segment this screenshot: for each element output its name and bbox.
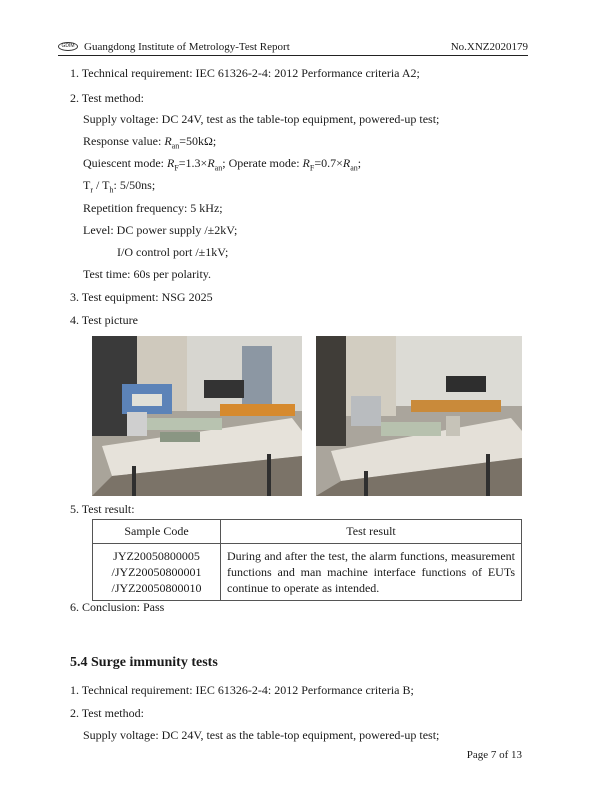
sample-code-cell xyxy=(93,544,221,601)
header-left xyxy=(58,41,290,53)
requirement-line: 1. Technical requirement: IEC 61326-2-4: 2012 Performance criteria A2; xyxy=(70,66,420,80)
table-row xyxy=(93,544,522,601)
frequency-line: Repetition frequency: 5 kHz; xyxy=(83,201,223,215)
supply-voltage-line: Supply voltage: DC 24V, test as the table-top equipment, powered-up test; xyxy=(83,112,440,126)
mode-line: Quiescent mode: $R_F=1.3\times R_{an}$; Operate mode: $R_F=0.7\times R_{an}$; xyxy=(83,156,362,173)
sample-code: /JYZ20050800010 xyxy=(111,581,202,595)
sample-code: JYZ20050800005 xyxy=(113,549,200,563)
header-title: Guangdong Institute of Metrology-Test Report xyxy=(84,40,290,53)
report-number: No.XNZ2020179 xyxy=(450,40,528,53)
sample-code: /JYZ20050800001 xyxy=(111,565,202,579)
surge-section-title: 5.4 Surge immunity tests xyxy=(70,655,218,670)
level-io-line: I/O control port /±1kV; xyxy=(117,245,229,259)
response-value-line: Response value: $R_{an}=50k\Omega$; xyxy=(83,134,217,151)
test-result-heading: 5. Test result: xyxy=(70,502,135,516)
rise-time-line: $T_r / T_h$: 5/50ns; xyxy=(83,178,156,195)
method-heading: 2. Test method: xyxy=(70,91,144,105)
conclusion-line: 6. Conclusion: Pass xyxy=(70,600,165,614)
test-setup-photo-2 xyxy=(316,336,522,496)
page-number: Page 7 of 13 xyxy=(466,749,522,761)
test-setup-photo-1 xyxy=(92,336,302,496)
surge-requirement-line: 1. Technical requirement: IEC 61326-2-4: 2012 Performance criteria B; xyxy=(70,683,414,697)
picture-heading: 4. Test picture xyxy=(70,313,138,327)
equipment-line: 3. Test equipment: NSG 2025 xyxy=(70,290,213,304)
institute-logo: GDIM xyxy=(58,42,78,51)
surge-method-heading: 2. Test method: xyxy=(70,706,144,720)
test-result-cell: During and after the test, the alarm functions, measurement functions and man machine interface functions of EUTs continue to operate as intended. xyxy=(221,544,522,601)
test-result-table xyxy=(92,519,522,601)
table-header-sample-code: Sample Code xyxy=(93,520,221,544)
test-time-line: Test time: 60s per polarity. xyxy=(83,267,212,281)
surge-supply-voltage-line: Supply voltage: DC 24V, test as the table-top equipment, powered-up test; xyxy=(83,728,440,742)
table-header-test-result: Test result xyxy=(221,520,522,544)
page-header xyxy=(58,40,528,56)
table-header-row xyxy=(93,520,522,544)
level-line: Level: DC power supply /±2kV; xyxy=(83,223,238,237)
